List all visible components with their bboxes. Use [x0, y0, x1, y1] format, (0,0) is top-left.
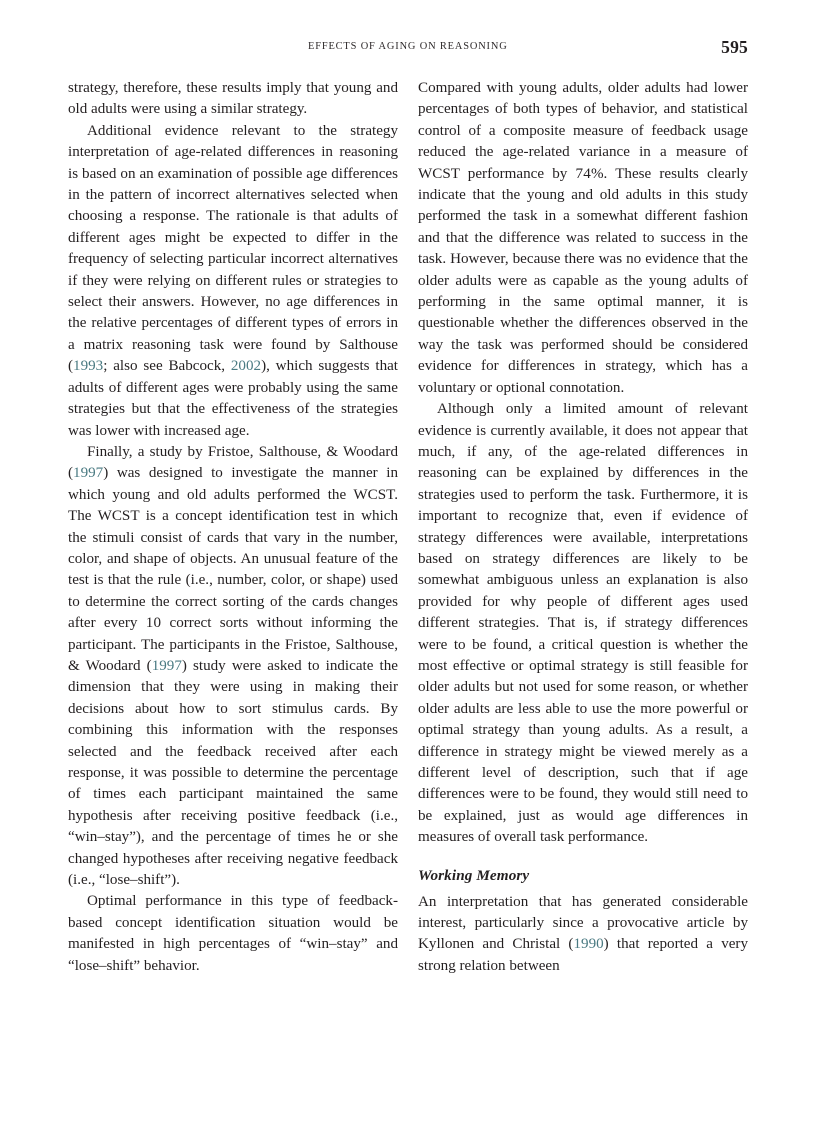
- paragraph-working-memory-intro: An interpretation that has generated considerable interest, particularly since a provocative article by Kyllonen and Christal (1990) that reported a very strong relation between: [418, 893, 749, 974]
- inline-number: 10: [145, 615, 162, 632]
- running-head-title: EFFECTS OF AGING ON REASONING: [308, 41, 508, 52]
- paragraph-strategy-conclusion: strategy, therefore, these results imply that young and old adults were using a similar strategy.: [68, 80, 398, 118]
- paragraph-although-limited: Although only a limited amount of relevant evidence is currently available, it does not appear that much, if any, of the age-related differences in reasoning can be explained by differences in the strategies used to perform the task. Furthermore, it is important to recognize that, even if evidence of strategy differences were available, interpretations based on strategy differences are likely to be somewhat ambiguous unless an explanation is also provided for why people of different ages used different strategies. That is, if strategy differences were to be found, a critical question is whether the most effective or optimal strategy is still feasible for older adults but not used for some reason, or whether older adults are less able to use the more powerful or optimal strategy than young adults. As a result, a difference in strategy might be viewed merely as a different level of description, such that if age differences were to be found, they would still need to be explained, just as would age differences in measures of overall task performance.: [418, 401, 748, 846]
- section-heading-working-memory: Working Memory: [418, 866, 530, 884]
- inline-number: 74: [575, 165, 591, 182]
- citation-year: 1993: [73, 358, 104, 375]
- page-number: 595: [721, 37, 748, 57]
- paragraph-fristoe-wcst: Finally, a study by Fristoe, Salthouse, & Woodard (1997) was designed to investigate the manner in which young and old adults performed the WCST. The WCST is a concept identification test in which the stimuli consist of cards that vary in the number, color, and shape of objects. An unusual feature of the test is that the rule (i.e., number, color, or shape) used to determine the correct sorting of the cards changes after every 10 correct sorts without informing the participant. The participants in the Fristoe, Salthouse, & Woodard (1997) study were asked to indicate the dimension that they were using in making their decisions about how to sort stimulus cards. By combining this information with the responses selected and the feedback received after each response, it was possible to determine the percentage of times each participant maintained the same hypothesis after receiving positive feedback (i.e., “win–stay”), and the percentage of times he or she changed hypotheses after receiving negative feedback (i.e., “lose–shift”).: [68, 443, 398, 889]
- paragraph-compared-young-adults: Compared with young adults, older adults had lower percentages of both types of behavior, and statistical control of a composite measure of feedback usage reduced the age-related variance in a measure of WCST performance by 74%. These results clearly indicate that the young and old adults in this study performed the task in a somewhat different fashion and that the difference was related to success in the task. However, because there was no evidence that the older adults were as capable as the young adults of performing in the same optimal manner, it is questionable whether the differences observed in the way the task was performed should be considered evidence for differences in strategy, which has a voluntary or optional connotation.: [418, 80, 749, 396]
- citation-year: 1997: [151, 657, 182, 674]
- running-head: [68, 37, 748, 59]
- paragraph-optimal-performance: Optimal performance in this type of feedback-based concept identification situation would be manifested in high percentages of “win–stay” and “lose–shift” behavior.: [68, 893, 398, 974]
- citation-year: 1990: [573, 936, 604, 953]
- citation-year: 1997: [73, 465, 104, 482]
- citation-year: 2002: [230, 358, 262, 375]
- body-columns: [68, 78, 748, 1068]
- right-column: [418, 78, 748, 1068]
- left-column: [68, 78, 398, 1068]
- paragraph-additional-evidence: Additional evidence relevant to the strategy interpretation of age-related differences in reasoning is based on an examination of possible age differences in the pattern of incorrect alternatives selected when choosing a response. The rationale is that adults of different ages might be expected to differ in the frequency of selecting particular incorrect alternatives if they were relying on different rules or strategies to select their answers. However, no age differences in the relative percentages of different types of errors in a matrix reasoning task were found by Salthouse (1993; also see Babcock, 2002), which suggests that adults of different ages were probably using the same strategies but that the effectiveness of the strategies was lower with increased age.: [68, 122, 399, 439]
